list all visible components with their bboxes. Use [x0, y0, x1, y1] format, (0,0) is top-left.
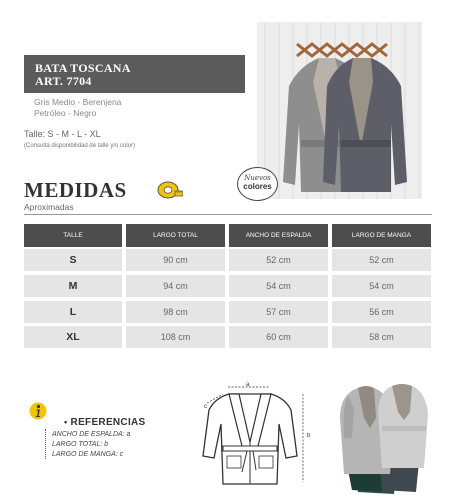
badge-line-2: colores: [243, 182, 272, 191]
references-bracket: [45, 429, 48, 459]
table-cell: 54 cm: [229, 275, 328, 297]
table-cell: 54 cm: [332, 275, 431, 297]
reference-total-length: LARGO TOTAL: b: [52, 441, 109, 448]
col-header-total-length: LARGO TOTAL: [126, 224, 225, 247]
folded-robes-image: [334, 378, 434, 496]
table-row-size: M: [24, 275, 122, 297]
badge-line-1: Nuevos: [244, 174, 271, 182]
table-cell: 98 cm: [126, 301, 225, 323]
references-bullet: •: [64, 417, 68, 427]
product-name: BATA TOSCANA: [35, 61, 131, 75]
divider: [24, 214, 432, 215]
table-cell: 52 cm: [229, 249, 328, 271]
table-cell: 58 cm: [332, 326, 431, 348]
measures-heading: MEDIDAS: [24, 178, 127, 202]
table-row-size: S: [24, 249, 122, 271]
col-header-sleeve-length: LARGO DE MANGA: [332, 224, 431, 247]
measures-subheading: Aproximadas: [24, 202, 74, 212]
diagram-label-a: a: [246, 382, 250, 388]
table-cell: 108 cm: [126, 326, 225, 348]
references-title-text: REFERENCIAS: [70, 417, 146, 428]
col-header-size: TALLE: [24, 224, 122, 247]
info-icon: [29, 402, 47, 420]
col-header-back-width: ANCHO DE ESPALDA: [229, 224, 328, 247]
table-cell: 90 cm: [126, 249, 225, 271]
robe-diagram: [195, 380, 325, 490]
table-cell: 57 cm: [229, 301, 328, 323]
diagram-label-b: b: [307, 433, 311, 439]
table-row-size: XL: [24, 326, 122, 348]
reference-sleeve-length: LARGO DE MANGA: c: [52, 451, 124, 458]
table-row-size: L: [24, 301, 122, 323]
product-article: ART. 7704: [35, 74, 92, 88]
colors-line-2: Petróleo - Negro: [34, 108, 97, 118]
product-title-box: [24, 55, 245, 93]
tape-measure-icon: [157, 181, 183, 199]
sizes-label: Talle: S - M - L - XL: [24, 129, 101, 139]
colors-line-1: Gris Medio - Berenjena: [34, 97, 122, 107]
table-cell: 94 cm: [126, 275, 225, 297]
table-cell: 60 cm: [229, 326, 328, 348]
table-cell: 52 cm: [332, 249, 431, 271]
robes-on-hanger-photo: [257, 22, 422, 199]
references-title: [64, 417, 146, 428]
color-list: [34, 97, 121, 119]
diagram-label-c: c: [204, 404, 207, 410]
table-cell: 56 cm: [332, 301, 431, 323]
availability-note: (Consultá disponibilidad de talle y/o color): [24, 143, 136, 149]
reference-back-width: ANCHO DE ESPALDA: a: [52, 431, 131, 438]
new-colors-badge: [237, 167, 278, 201]
